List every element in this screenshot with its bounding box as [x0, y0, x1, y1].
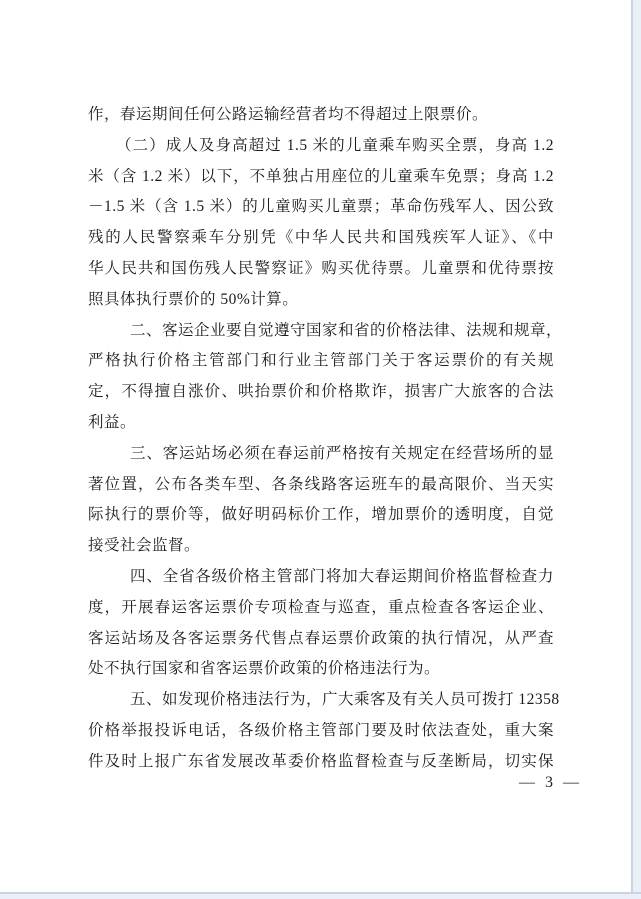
document-line: 度，开展春运客运票价专项检查与巡查，重点检查各客运企业、: [88, 598, 554, 616]
document-line: 接受社会监督。: [88, 537, 201, 555]
document-line: 处不执行国家和省客运票价政策的价格违法行为。: [88, 660, 441, 678]
document-line: 严格执行价格主管部门和行业主管部门关于客运票价的有关规: [88, 352, 554, 370]
document-line: 残的人民警察乘车分别凭《中华人民共和国残疾军人证》、《中: [88, 229, 554, 247]
document-line: 作，春运期间任何公路运输经营者均不得超过上限票价。: [88, 106, 489, 123]
document-line: 三、客运站场必须在春运前严格按有关规定在经营场所的显: [130, 444, 554, 462]
document-line: 米（含 1.2 米）以下，不单独占用座位的儿童乘车免票；身高 1.2: [88, 167, 554, 185]
page-number: — 3 —: [519, 774, 582, 791]
document-line: 照具体执行票价的 50%计算。: [88, 290, 299, 308]
document-line: 价格举报投诉电话，各级价格主管部门要及时依法查处，重大案: [88, 721, 554, 739]
document-line: 定，不得擅自涨价、哄抬票价和价格欺诈，损害广大旅客的合法: [88, 383, 554, 401]
document-line: 著位置，公布各类车型、各条线路客运班车的最高限价、当天实: [88, 475, 554, 493]
document-body-text: [88, 100, 563, 778]
document-line: 客运站场及各客运票务代售点春运票价政策的执行情况，从严查: [88, 629, 554, 647]
document-line: 际执行的票价等，做好明码标价工作，增加票价的透明度，自觉: [88, 506, 554, 524]
document-line: （二）成人及身高超过 1.5 米的儿童乘车购买全票，身高 1.2: [116, 136, 554, 154]
document-line: 利益。: [88, 413, 137, 431]
document-line: 华人民共和国伤残人民警察证》购买优待票。儿童票和优待票按: [88, 259, 554, 277]
document-line: 二、客运企业要自觉遵守国家和省的价格法律、法规和规章，: [130, 321, 563, 339]
document-line: 四、全省各级价格主管部门将加大春运期间价格监督检查力: [130, 567, 554, 585]
document-line: 五、如发现价格违法行为，广大乘客及有关人员可拨打 12358: [130, 691, 560, 709]
document-line: 件及时上报广东省发展改革委价格监督检查与反垄断局，切实保: [88, 752, 554, 770]
scan-edge-right: [631, 0, 641, 899]
document-line: －1.5 米（含 1.5 米）的儿童购买儿童票；革命伤残军人、因公致: [88, 198, 554, 216]
scan-edge-bottom: [0, 892, 641, 899]
